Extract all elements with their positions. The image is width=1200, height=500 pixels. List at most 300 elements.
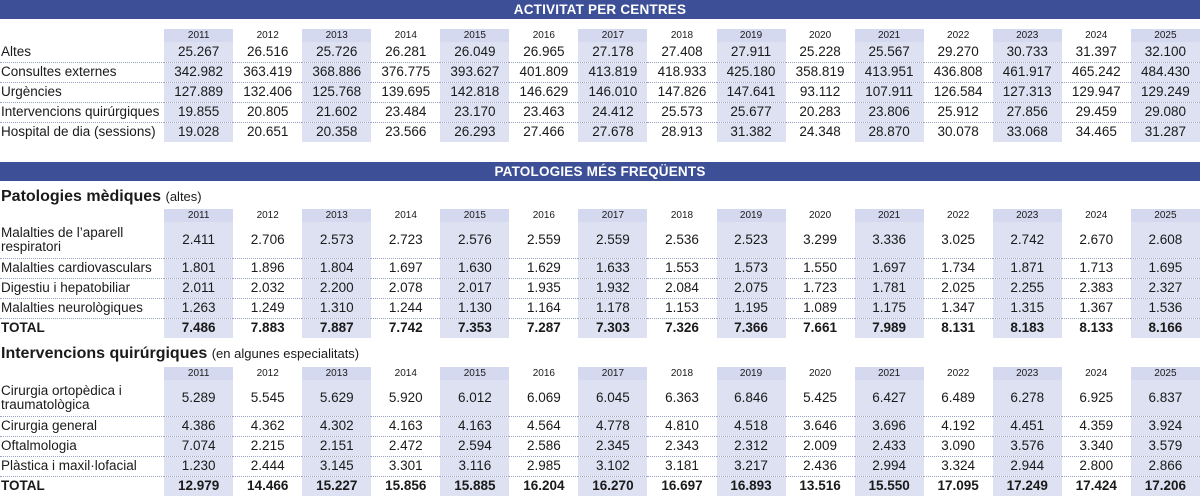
table-row [0, 380, 1200, 416]
value-cell: 4.359 [1062, 416, 1131, 436]
value-cell: 15.227 [302, 476, 371, 496]
value-cell: 2.742 [993, 222, 1062, 258]
value-cell: 26.293 [440, 122, 509, 142]
table-row [0, 416, 1200, 436]
value-cell: 23.484 [371, 102, 440, 122]
value-cell: 1.244 [371, 298, 440, 318]
value-cell: 7.074 [164, 436, 233, 456]
value-cell: 7.486 [164, 318, 233, 338]
value-cell: 3.576 [993, 436, 1062, 456]
row-label: Altes [0, 42, 164, 62]
row-label: Plàstica i maxil·lofacial [0, 456, 164, 476]
table-row [0, 82, 1200, 102]
year-header: 2021 [855, 209, 924, 222]
value-cell: 8.133 [1079, 320, 1114, 336]
value-cell: 8.183 [993, 318, 1062, 338]
activity-table [0, 29, 1200, 142]
value-cell: 465.242 [1062, 62, 1131, 82]
value-cell: 2.215 [233, 436, 302, 456]
value-cell: 31.382 [717, 122, 786, 142]
value-cell: 484.430 [1131, 62, 1200, 82]
value-cell: 7.883 [250, 320, 285, 336]
value-cell: 30.733 [993, 42, 1062, 62]
medical-pathologies-heading [1, 188, 202, 206]
value-cell: 3.579 [1131, 436, 1200, 456]
value-cell: 1.536 [1131, 298, 1200, 318]
value-cell: 1.697 [371, 258, 440, 278]
value-cell: 26.965 [509, 42, 578, 62]
year-header: 2022 [947, 30, 970, 41]
value-cell: 139.695 [371, 82, 440, 102]
year-header: 2021 [855, 29, 924, 42]
value-cell: 425.180 [717, 62, 786, 82]
value-cell: 27.178 [578, 42, 647, 62]
value-cell: 2.573 [302, 222, 371, 258]
value-cell: 2.343 [647, 436, 716, 456]
value-cell: 32.100 [1131, 42, 1200, 62]
value-cell: 1.164 [509, 298, 578, 318]
value-cell: 7.742 [388, 320, 423, 336]
table-row [0, 278, 1200, 298]
year-header: 2018 [670, 368, 694, 379]
value-cell: 461.917 [993, 62, 1062, 82]
value-cell: 1.723 [786, 278, 855, 298]
value-cell: 6.045 [578, 380, 647, 416]
value-cell: 147.641 [717, 82, 786, 102]
value-cell: 413.819 [578, 62, 647, 82]
value-cell: 1.178 [578, 298, 647, 318]
table-row [0, 222, 1200, 258]
value-cell: 26.281 [371, 42, 440, 62]
value-cell: 2.032 [233, 278, 302, 298]
value-cell: 3.301 [371, 456, 440, 476]
value-cell: 27.911 [717, 42, 786, 62]
header-spacer [0, 367, 164, 380]
value-cell: 2.472 [371, 436, 440, 456]
value-cell: 3.646 [786, 416, 855, 436]
value-cell: 19.855 [164, 102, 233, 122]
activity-banner: ACTIVITAT PER CENTRES [0, 0, 1200, 19]
row-label: TOTAL [1, 478, 45, 494]
surgical-interventions-title: Intervencions quirúrgiques [1, 345, 208, 362]
value-cell: 1.263 [164, 298, 233, 318]
value-cell: 1.935 [509, 278, 578, 298]
value-cell: 2.559 [509, 222, 578, 258]
value-cell: 2.436 [786, 456, 855, 476]
table-row [0, 102, 1200, 122]
year-header: 2016 [532, 30, 555, 41]
value-cell: 5.920 [371, 380, 440, 416]
year-header: 2012 [256, 210, 279, 221]
pathologies-banner: PATOLOGIES MÉS FREQÜENTS [0, 162, 1200, 181]
value-cell: 3.025 [924, 222, 993, 258]
table-row [0, 298, 1200, 318]
row-label: Cirurgia ortopèdica i traumatològica [0, 380, 164, 416]
year-header: 2020 [808, 30, 832, 41]
value-cell: 126.584 [924, 82, 993, 102]
value-cell: 2.327 [1131, 278, 1200, 298]
value-cell: 1.734 [924, 258, 993, 278]
value-cell: 6.278 [993, 380, 1062, 416]
value-cell: 2.017 [440, 278, 509, 298]
value-cell: 4.518 [717, 416, 786, 436]
value-cell: 2.433 [855, 436, 924, 456]
value-cell: 33.068 [993, 122, 1062, 142]
table-row [0, 436, 1200, 456]
table-row [0, 258, 1200, 278]
value-cell: 2.084 [647, 278, 716, 298]
header-spacer [0, 209, 164, 222]
value-cell: 1.629 [509, 258, 578, 278]
value-cell: 27.678 [578, 122, 647, 142]
row-label: TOTAL [1, 320, 45, 336]
year-header: 2018 [670, 210, 694, 221]
value-cell: 2.576 [440, 222, 509, 258]
value-cell: 6.363 [647, 380, 716, 416]
value-cell: 23.463 [509, 102, 578, 122]
value-cell: 2.523 [717, 222, 786, 258]
value-cell: 31.287 [1131, 122, 1200, 142]
value-cell: 2.009 [786, 436, 855, 456]
value-cell: 3.102 [578, 456, 647, 476]
year-header: 2024 [1085, 30, 1108, 41]
value-cell: 1.781 [855, 278, 924, 298]
value-cell: 3.696 [855, 416, 924, 436]
value-cell: 3.217 [717, 456, 786, 476]
row-label: Digestiu i hepatobiliar [0, 278, 164, 298]
value-cell: 1.801 [164, 258, 233, 278]
value-cell: 20.805 [233, 102, 302, 122]
year-header: 2019 [717, 29, 786, 42]
value-cell: 29.270 [924, 42, 993, 62]
year-header: 2023 [993, 29, 1062, 42]
value-cell: 6.837 [1131, 380, 1200, 416]
row-label: Malalties cardiovasculars [0, 258, 164, 278]
value-cell: 19.028 [164, 122, 233, 142]
value-cell: 358.819 [786, 62, 855, 82]
value-cell: 2.536 [647, 222, 716, 258]
surgical-interventions-table [0, 367, 1200, 496]
value-cell: 132.406 [233, 82, 302, 102]
row-label: Malalties de l’aparell respiratori [0, 222, 164, 258]
year-header: 2025 [1131, 29, 1200, 42]
value-cell: 413.951 [855, 62, 924, 82]
value-cell: 7.989 [855, 318, 924, 338]
value-cell: 376.775 [371, 62, 440, 82]
value-cell: 4.192 [924, 416, 993, 436]
value-cell: 93.112 [786, 82, 855, 102]
value-cell: 418.933 [647, 62, 716, 82]
value-cell: 26.049 [440, 42, 509, 62]
value-cell: 2.075 [717, 278, 786, 298]
value-cell: 2.594 [440, 436, 509, 456]
value-cell: 1.315 [993, 298, 1062, 318]
value-cell: 129.947 [1062, 82, 1131, 102]
year-header: 2013 [302, 29, 371, 42]
value-cell: 17.206 [1131, 476, 1200, 496]
value-cell: 23.806 [855, 102, 924, 122]
year-header: 2021 [855, 367, 924, 380]
value-cell: 28.870 [855, 122, 924, 142]
year-header: 2016 [532, 368, 555, 379]
value-cell: 3.336 [855, 222, 924, 258]
year-header: 2025 [1131, 209, 1200, 222]
value-cell: 1.633 [578, 258, 647, 278]
value-cell: 2.608 [1131, 222, 1200, 258]
value-cell: 1.347 [924, 298, 993, 318]
value-cell: 3.145 [302, 456, 371, 476]
value-cell: 3.299 [786, 222, 855, 258]
year-header: 2016 [532, 210, 555, 221]
total-row [0, 476, 1200, 496]
value-cell: 16.270 [578, 476, 647, 496]
header-spacer [0, 29, 164, 42]
year-header: 2017 [578, 367, 647, 380]
value-cell: 1.932 [578, 278, 647, 298]
value-cell: 2.383 [1062, 278, 1131, 298]
value-cell: 28.913 [661, 124, 703, 140]
year-header: 2015 [440, 367, 509, 380]
value-cell: 3.116 [440, 456, 509, 476]
value-cell: 4.451 [993, 416, 1062, 436]
value-cell: 4.163 [371, 416, 440, 436]
value-cell: 1.896 [233, 258, 302, 278]
value-cell: 17.249 [993, 476, 1062, 496]
value-cell: 34.465 [1075, 124, 1117, 140]
value-cell: 1.695 [1131, 258, 1200, 278]
value-cell: 147.826 [647, 82, 716, 102]
value-cell: 6.012 [440, 380, 509, 416]
value-cell: 7.661 [803, 320, 837, 336]
value-cell: 436.808 [924, 62, 993, 82]
year-header: 2013 [302, 367, 371, 380]
value-cell: 1.630 [440, 258, 509, 278]
row-label: Cirurgia general [0, 416, 164, 436]
value-cell: 2.866 [1131, 456, 1200, 476]
year-header: 2024 [1085, 210, 1108, 221]
value-cell: 4.564 [509, 416, 578, 436]
table-row [0, 42, 1200, 62]
row-label: Urgències [0, 82, 164, 102]
value-cell: 1.195 [717, 298, 786, 318]
value-cell: 3.924 [1131, 416, 1200, 436]
surgical-interventions-note: (en algunes especialitats) [211, 346, 360, 361]
value-cell: 1.573 [717, 258, 786, 278]
year-header: 2024 [1085, 368, 1108, 379]
value-cell: 15.550 [855, 476, 924, 496]
value-cell: 25.228 [786, 42, 855, 62]
value-cell: 4.163 [440, 416, 509, 436]
value-cell: 2.944 [993, 456, 1062, 476]
value-cell: 363.419 [233, 62, 302, 82]
year-header: 2025 [1131, 367, 1200, 380]
value-cell: 3.181 [647, 456, 716, 476]
row-label: Intervencions quirúrgiques [0, 102, 164, 122]
value-cell: 3.090 [924, 436, 993, 456]
value-cell: 1.175 [855, 298, 924, 318]
year-header: 2011 [164, 367, 233, 380]
value-cell: 2.011 [164, 278, 233, 298]
value-cell: 23.170 [440, 102, 509, 122]
row-label: Oftalmologia [0, 436, 164, 456]
value-cell: 7.887 [302, 318, 371, 338]
medical-pathologies-note: (altes) [165, 189, 202, 204]
year-header: 2022 [947, 368, 970, 379]
value-cell: 27.408 [647, 42, 716, 62]
medical-pathologies-title: Patologies mèdiques [1, 188, 162, 205]
value-cell: 7.303 [578, 318, 647, 338]
value-cell: 368.886 [302, 62, 371, 82]
value-cell: 25.726 [302, 42, 371, 62]
value-cell: 2.670 [1062, 222, 1131, 258]
value-cell: 107.911 [855, 82, 924, 102]
value-cell: 1.553 [647, 258, 716, 278]
value-cell: 1.089 [786, 298, 855, 318]
value-cell: 2.559 [578, 222, 647, 258]
value-cell: 3.340 [1062, 436, 1131, 456]
value-cell: 1.153 [647, 298, 716, 318]
value-cell: 2.994 [855, 456, 924, 476]
year-header: 2012 [256, 30, 279, 41]
value-cell: 1.713 [1062, 258, 1131, 278]
value-cell: 8.131 [941, 320, 976, 336]
value-cell: 393.627 [440, 62, 509, 82]
value-cell: 6.069 [509, 380, 578, 416]
value-cell: 127.889 [164, 82, 233, 102]
value-cell: 2.312 [717, 436, 786, 456]
value-cell: 14.466 [247, 478, 289, 494]
year-header: 2019 [717, 209, 786, 222]
year-header: 2012 [256, 368, 279, 379]
value-cell: 30.078 [937, 124, 979, 140]
value-cell: 26.516 [233, 42, 302, 62]
value-cell: 7.287 [526, 320, 561, 336]
value-cell: 2.586 [509, 436, 578, 456]
value-cell: 4.302 [302, 416, 371, 436]
value-cell: 4.810 [647, 416, 716, 436]
value-cell: 17.424 [1075, 478, 1117, 494]
value-cell: 17.095 [937, 478, 979, 494]
year-header: 2017 [578, 209, 647, 222]
value-cell: 31.397 [1062, 42, 1131, 62]
year-header: 2019 [717, 367, 786, 380]
value-cell: 2.200 [302, 278, 371, 298]
value-cell: 29.080 [1131, 102, 1200, 122]
value-cell: 20.651 [247, 124, 289, 140]
year-header: 2015 [440, 29, 509, 42]
value-cell: 146.010 [578, 82, 647, 102]
value-cell: 12.979 [164, 476, 233, 496]
value-cell: 129.249 [1131, 82, 1200, 102]
value-cell: 2.706 [233, 222, 302, 258]
value-cell: 2.800 [1062, 456, 1131, 476]
year-header: 2018 [670, 30, 694, 41]
value-cell: 25.677 [717, 102, 786, 122]
value-cell: 5.425 [786, 380, 855, 416]
value-cell: 5.545 [233, 380, 302, 416]
year-header: 2023 [993, 367, 1062, 380]
value-cell: 342.982 [164, 62, 233, 82]
value-cell: 1.249 [233, 298, 302, 318]
value-cell: 5.289 [164, 380, 233, 416]
value-cell: 6.427 [855, 380, 924, 416]
value-cell: 5.629 [302, 380, 371, 416]
year-header: 2020 [808, 368, 832, 379]
total-row [0, 318, 1200, 338]
value-cell: 16.204 [523, 478, 565, 494]
value-cell: 2.151 [302, 436, 371, 456]
value-cell: 1.871 [993, 258, 1062, 278]
medical-pathologies-table [0, 209, 1200, 338]
value-cell: 15.885 [440, 476, 509, 496]
table-row [0, 122, 1200, 142]
value-cell: 20.283 [786, 102, 855, 122]
value-cell: 6.489 [924, 380, 993, 416]
year-header: 2014 [394, 30, 417, 41]
table-row [0, 456, 1200, 476]
value-cell: 2.025 [924, 278, 993, 298]
value-cell: 25.567 [855, 42, 924, 62]
value-cell: 4.362 [233, 416, 302, 436]
value-cell: 142.818 [440, 82, 509, 102]
value-cell: 25.912 [924, 102, 993, 122]
value-cell: 6.925 [1062, 380, 1131, 416]
year-header: 2020 [808, 210, 832, 221]
year-header: 2017 [578, 29, 647, 42]
value-cell: 27.856 [993, 102, 1062, 122]
value-cell: 1.367 [1062, 298, 1131, 318]
value-cell: 125.768 [302, 82, 371, 102]
year-header: 2011 [164, 209, 233, 222]
value-cell: 21.602 [302, 102, 371, 122]
year-header: 2014 [394, 368, 417, 379]
value-cell: 4.778 [578, 416, 647, 436]
year-header-row [0, 29, 1200, 42]
year-header-row [0, 367, 1200, 380]
value-cell: 24.412 [578, 102, 647, 122]
value-cell: 7.353 [440, 318, 509, 338]
value-cell: 3.324 [924, 456, 993, 476]
value-cell: 6.846 [717, 380, 786, 416]
value-cell: 16.893 [717, 476, 786, 496]
value-cell: 2.255 [993, 278, 1062, 298]
value-cell: 1.804 [302, 258, 371, 278]
year-header: 2014 [394, 210, 417, 221]
row-label: Hospital de dia (sessions) [1, 124, 156, 140]
value-cell: 27.466 [523, 124, 565, 140]
value-cell: 2.345 [578, 436, 647, 456]
value-cell: 7.326 [665, 320, 699, 336]
value-cell: 2.444 [233, 456, 302, 476]
value-cell: 20.358 [302, 122, 371, 142]
value-cell: 1.130 [440, 298, 509, 318]
year-header: 2015 [440, 209, 509, 222]
value-cell: 24.348 [799, 124, 841, 140]
value-cell: 2.411 [164, 222, 233, 258]
surgical-interventions-heading [1, 345, 359, 363]
value-cell: 146.629 [509, 82, 578, 102]
year-header: 2022 [947, 210, 970, 221]
year-header-row [0, 209, 1200, 222]
year-header: 2023 [993, 209, 1062, 222]
value-cell: 2.723 [371, 222, 440, 258]
value-cell: 13.516 [799, 478, 841, 494]
value-cell: 1.230 [164, 456, 233, 476]
value-cell: 25.573 [647, 102, 716, 122]
row-label: Malalties neurològiques [0, 298, 164, 318]
year-header: 2011 [164, 29, 233, 42]
value-cell: 1.310 [302, 298, 371, 318]
